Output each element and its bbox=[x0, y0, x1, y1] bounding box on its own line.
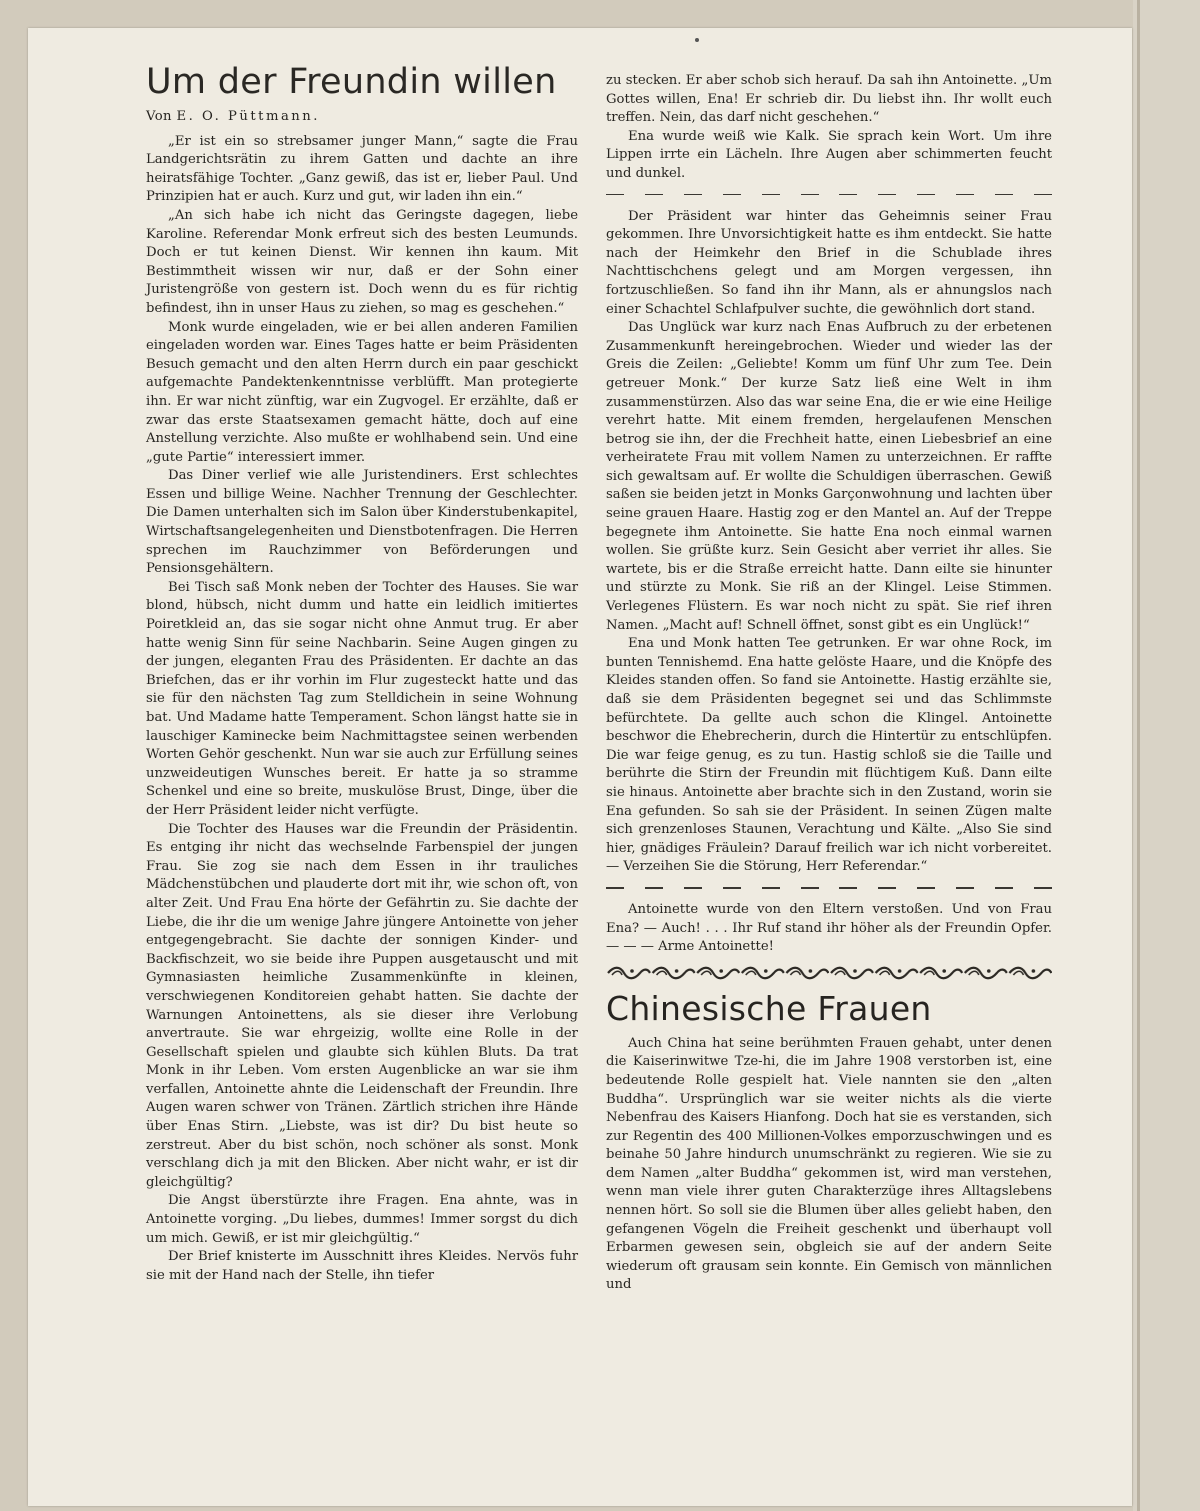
article-title: Chinesische Frauen bbox=[606, 988, 932, 1028]
ornament-border-graphic bbox=[606, 965, 1052, 981]
print-mark bbox=[695, 38, 699, 42]
paragraph: Antoinette wurde von den Eltern verstoßen. Und von Frau Ena? — Auch! . . . Ihr Ruf stand ihr höher als der Freundin Opfer. — — — Arme Antoinette! bbox=[606, 901, 1052, 955]
right-column bbox=[606, 72, 1052, 1295]
paragraph: „An sich habe ich nicht das Geringste dagegen, liebe Karoline. Referendar Monk erfreut sich des besten Leumunds. Doch er tut keinen Dienst. Wir kennen ihn kaum. Mit Bestimmtheit wissen wir nur, daß er der Sohn einer Juristengröße von gestern ist. Doch wenn du es für richtig befindest, ihn in unser Haus zu ziehen, so mag es geschehen.“ bbox=[146, 207, 578, 316]
section-break-dashes bbox=[606, 881, 1052, 895]
paragraph: Bei Tisch saß Monk neben der Tochter des Hauses. Sie war blond, hübsch, nicht dumm und hatte ein leidlich imitiertes Poiretkleid an, das sie sogar nicht ohne Anmut trug. Er aber hatte wenig Sinn für seine Nachbarin. Seine Augen gingen zu der jungen, eleganten Frau des Präsidenten. Er dachte an das Briefchen, das er ihr vorhin im Flur zugesteckt hatte und das sie für den nächsten Tag zum Stelldichein in seine Wohnung bat. Und Madame hatte Temperament. Schon längst hatte sie in lauschiger Kaminecke beim Nachmittagstee seinen werbenden Worten Gehör geschenkt. Nun war sie auch zur Erfüllung seines unzweideutigen Wunsches bereit. Er hatte ja so stramme Schenkel und eine so breite, muskulöse Brust, Dinge, über die der Herr Präsident leider nicht verfügte. bbox=[146, 579, 578, 818]
paragraph: Auch China hat seine berühmten Frauen gehabt, unter denen die Kaiserinwitwe Tze-hi, die im Jahre 1908 verstorben ist, eine bedeutende Rolle gespielt hat. Viele nannten sie den „alten Buddha“. Ursprünglich war sie weiter nichts als die vierte Nebenfrau des Kaisers Hianfong. Doch hat sie es verstanden, sich zur Regentin des 400 Millionen-Volkes emporzuschwingen und es beinahe 50 Jahre hindurch unumschränkt zu regieren. Wie sie zu dem Namen „alter Buddha“ gekommen ist, wird man verstehen, wenn man viele ihrer guten Charakterzüge ihres Alltagslebens nennen hört. So soll sie die Blumen über alles geliebt haben, den gefangenen Vögeln die Freiheit geschenkt und überhaupt voll Erbarmen gewesen sein, obgleich sie auf der andern Seite wiederum oft grausam sein konnte. Ein Gemisch von männlichen und bbox=[606, 1035, 1052, 1293]
page-fold-line bbox=[1137, 0, 1140, 1511]
author-name: E. O. Püttmann. bbox=[176, 109, 320, 124]
paragraph: Der Brief knisterte im Ausschnitt ihres Kleides. Nervös fuhr sie mit der Hand nach der Stelle, ihn tiefer bbox=[146, 1249, 578, 1283]
paragraph: „Er ist ein so strebsamer junger Mann,“ sagte die Frau Landgerichtsrätin zu ihrem Gatten und dachte an ihre heiratsfähige Tochter. „Ganz gewiß, das ist er, lieber Paul. Und Prinzipien hat er auch. Kurz und gut, wir laden ihn ein.“ bbox=[146, 133, 578, 205]
adjacent-page-edge bbox=[1133, 0, 1200, 1511]
ornamental-divider bbox=[606, 965, 1052, 983]
paragraph: Monk wurde eingeladen, wie er bei allen anderen Familien eingeladen worden war. Eines Tages hatte er beim Präsidenten Besuch gemacht und den alten Herrn durch ein paar geschickt aufgemachte Pandektenkenntnisse verblüfft. Man protegierte ihn. Er war nicht zünftig, war ein Zugvogel. Er erzählte, daß er zwar das erste Staatsexamen gemacht hätte, doch auf eine Anstellung verzichte. Also mußte er wohlhabend sein. Und eine „gute Partie“ interessiert immer. bbox=[146, 319, 578, 465]
article-title: Um der Freundin willen bbox=[146, 62, 557, 102]
paragraph: zu stecken. Er aber schob sich herauf. Da sah ihn Antoinette. „Um Gottes willen, Ena! Er schrieb dir. Du liebst ihn. Ihr wollt euch treffen. Nein, das darf nicht geschehen.“ bbox=[606, 73, 1052, 126]
byline-prefix: Von bbox=[146, 109, 172, 124]
paragraph: Das Diner verlief wie alle Juristendiners. Erst schlechtes Essen und billige Weine. Nachher Trennung der Geschlechter. Die Damen unterhalten sich im Salon über Kinderstubenkapitel, Wirtschaftsangelegenheiten und Dienstbotenfragen. Die Herren sprechen im Rauchzimmer von Beförderungen und Pensionsgehältern. bbox=[146, 468, 578, 577]
paragraph: Der Präsident war hinter das Geheimnis seiner Frau gekommen. Ihre Unvorsichtigkeit hatte es ihm entdeckt. Sie hatte nach der Heimkehr den Brief in die Schublade ihres Nachttischchens gelegt und am Morgen vergessen, ihn fortzuschließen. So fand ihn ihr Mann, als er ahnungslos nach einer Schachtel Schlafpulver suchte, die gewöhnlich dort stand. bbox=[606, 208, 1052, 317]
paragraph: Ena wurde weiß wie Kalk. Sie sprach kein Wort. Um ihre Lippen irrte ein Lächeln. Ihre Augen aber schimmerten feucht und dunkel. bbox=[606, 128, 1052, 181]
paragraph: Ena und Monk hatten Tee getrunken. Er war ohne Rock, im bunten Tennishemd. Ena hatte gelöste Haare, und die Knöpfe des Kleides standen offen. So fand sie Antoinette. Hastig erzählte sie, daß sie dem Präsidenten begegnet sei und das Schlimmste befürchtete. Da gellte auch schon die Klingel. Antoinette beschwor die Ehebrecherin, durch die Hintertür zu entschlüpfen. Die war feige genug, es zu tun. Hastig schloß sie die Taille und berührte die Stirn der Freundin mit flüchtigem Kuß. Dann eilte sie hinaus. Antoinette aber brachte sich in den Zustand, worin sie Ena gefunden. So sah sie der Präsident. In seinen Zügen malte sich grenzenloses Staunen, Verachtung und Kälte. „Also Sie sind hier, gnädiges Fräulein? Darauf freilich war ich nicht vorbereitet. — Verzeihen Sie die Störung, Herr Referendar.“ bbox=[606, 636, 1052, 875]
byline bbox=[146, 108, 578, 127]
paragraph: Die Angst überstürzte ihre Fragen. Ena ahnte, was in Antoinette vorging. „Du liebes, dummes! Immer sorgst du dich um mich. Gewiß, er ist mir gleichgültig.“ bbox=[146, 1193, 578, 1246]
section-break-dashes bbox=[606, 188, 1052, 202]
paragraph: Die Tochter des Hauses war die Freundin der Präsidentin. Es entging ihr nicht das wechselnde Farbenspiel der jungen Frau. Sie zog sie nach dem Essen in ihr trauliches Mädchenstübchen und plauderte dort mit ihr, wie schon oft, von alter Zeit. Und Frau Ena hörte der Gefährtin zu. Sie dachte der Liebe, die ihr die um wenige Jahre jüngere Antoinette von jeher entgegengebracht. Sie dachte der sonnigen Kinder- und Backfischzeit, wo sie beide ihre Puppen ausgetauscht und mit Gymnasiasten heimliche Zusammenkünfte in kleinen, verschwiegenen Konditoreien gehabt hatten. Sie dachte der Warnungen Antoinettens, als sie dieser ihre Verlobung anvertraute. Sie war ehrgeizig, wollte eine Rolle in der Gesellschaft spielen und glaubte sich kühlen Bluts. Da trat Monk in ihr Leben. Vom ersten Augenblicke an war sie ihm verfallen, Antoinette ahnte die Leidenschaft der Freundin. Ihre Augen waren schwer von Tränen. Zärtlich strichen ihre Hände über Enas Stirn. „Liebste, was ist dir? Du bist heute so zerstreut. Aber du bist schön, noch schöner als sonst. Monk verschlang dich ja mit den Blicken. Aber nicht wahr, er ist dir gleichgültig? bbox=[146, 821, 578, 1190]
left-column bbox=[146, 62, 578, 1285]
paragraph: Das Unglück war kurz nach Enas Aufbruch zu der erbetenen Zusammenkunft hereingebrochen. Wieder und wieder las der Greis die Zeilen: „Geliebte! Komm um fünf Uhr zum Tee. Dein getreuer Monk.“ Der kurze Satz ließ eine Welt in ihm zusammenstürzen. Also das war seine Ena, die er wie eine Heilige verehrt hatte. Mit einem fremden, hergelaufenen Menschen betrog sie ihn, der die Frechheit hatte, einen Liebesbrief an eine verheiratete Frau mit vollem Namen zu unterzeichnen. Er raffte sich gewaltsam auf. Er wollte die Schuldigen überraschen. Gewiß saßen sie beiden jetzt in Monks Garçonwohnung und lachten über seine grauen Haare. Hastig zog er den Mantel an. Auf der Treppe begegnete ihm Antoinette. Sie hatte Ena noch einmal warnen wollen. Sie grüßte kurz. Sein Gesicht aber verriet ihr alles. Sie wartete, bis er die Straße erreicht hatte. Dann eilte sie hinunter und stürzte zu Monk. Sie riß an der Klingel. Leise Stimmen. Verlegenes Flüstern. Es war noch nicht zu spät. Sie rief ihren Namen. „Macht auf! Schnell öffnet, sonst gibt es ein Unglück!“ bbox=[606, 320, 1052, 633]
